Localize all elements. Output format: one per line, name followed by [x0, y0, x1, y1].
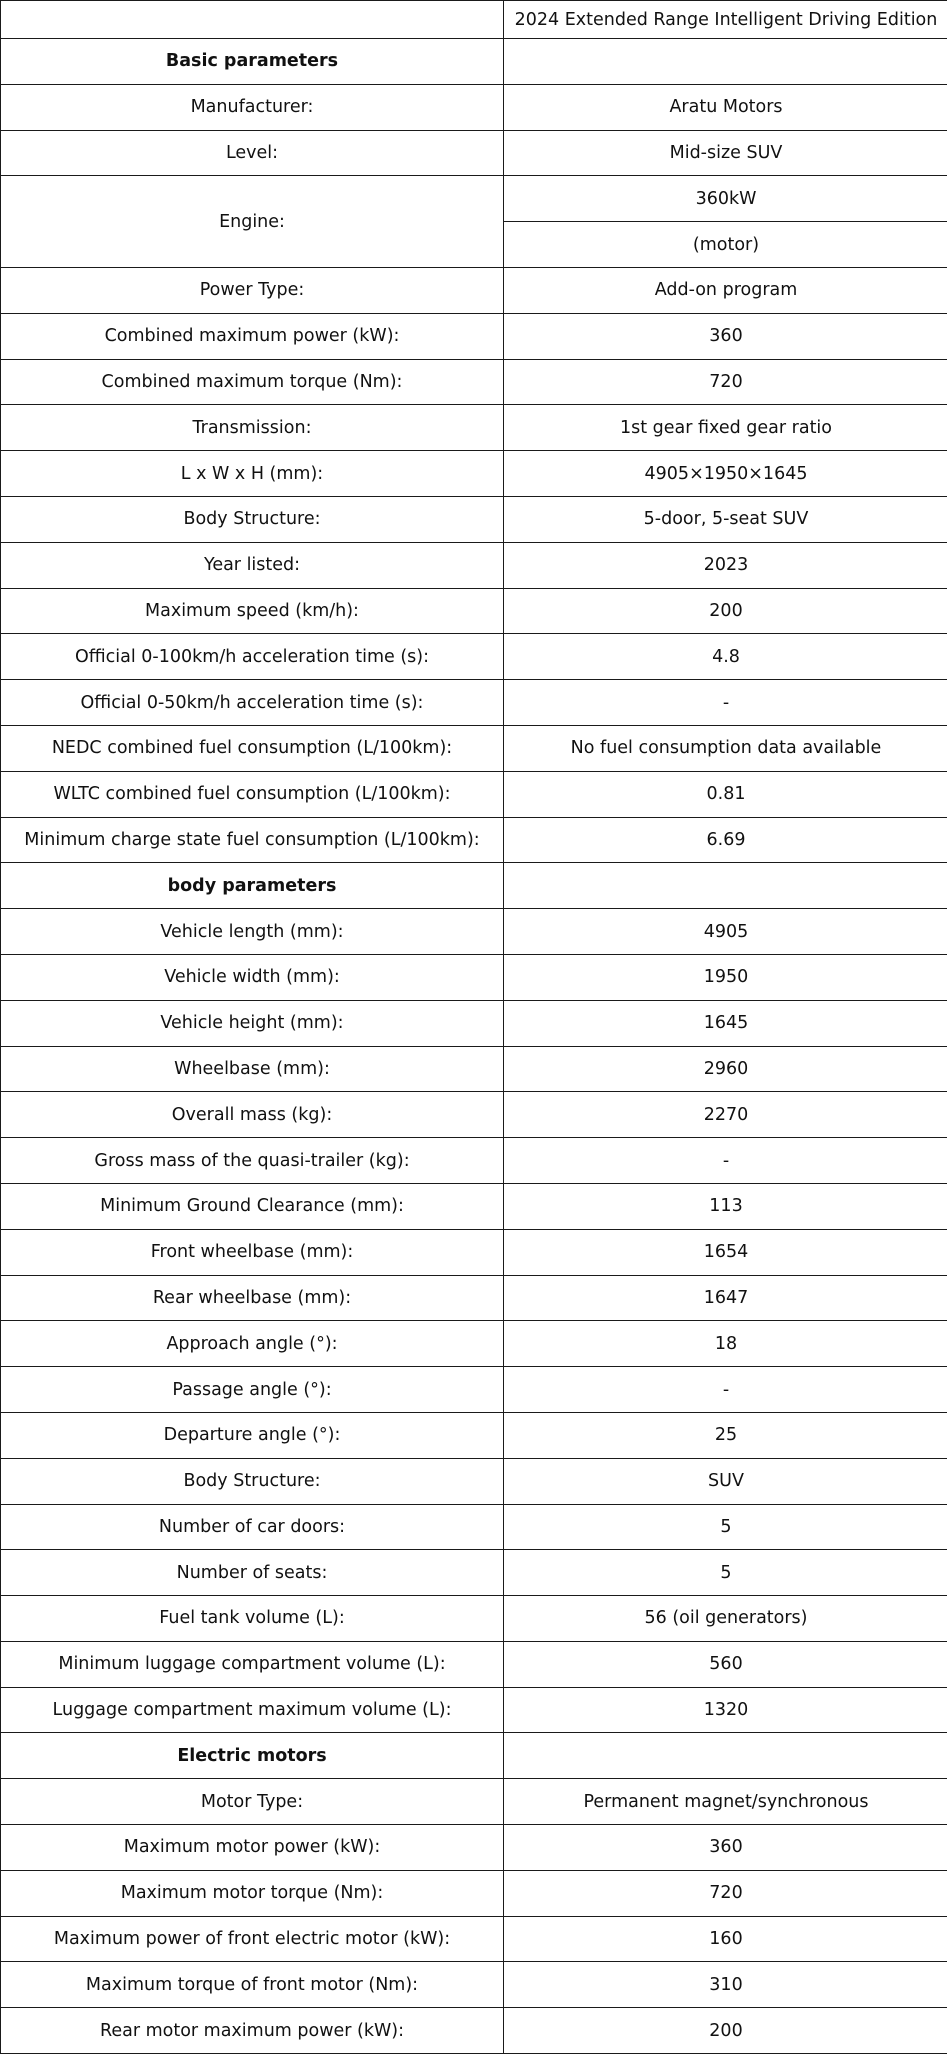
row-label: Departure angle (°): — [1, 1412, 504, 1458]
row-value: - — [504, 680, 947, 726]
table-row — [1, 1458, 947, 1504]
table-row — [1, 1000, 947, 1046]
table-row — [1, 451, 947, 497]
table-row — [1, 84, 947, 130]
row-value: 200 — [504, 2008, 947, 2054]
row-label: Transmission: — [1, 405, 504, 451]
table-row — [1, 817, 947, 863]
row-label: Manufacturer: — [1, 84, 504, 130]
row-label: Number of seats: — [1, 1550, 504, 1596]
row-value: 0.81 — [504, 771, 947, 817]
row-value: 1645 — [504, 1000, 947, 1046]
row-value: 4905×1950×1645 — [504, 451, 947, 497]
table-row — [1, 267, 947, 313]
row-value: Aratu Motors — [504, 84, 947, 130]
row-label: Front wheelbase (mm): — [1, 1229, 504, 1275]
row-value: 6.69 — [504, 817, 947, 863]
row-value: 160 — [504, 1916, 947, 1962]
table-row — [1, 771, 947, 817]
row-value: 360 — [504, 1825, 947, 1871]
section-header-row — [1, 863, 947, 909]
table-row — [1, 405, 947, 451]
table-row — [1, 1321, 947, 1367]
row-value: 56 (oil generators) — [504, 1596, 947, 1642]
row-label: Year listed: — [1, 542, 504, 588]
table-row — [1, 1962, 947, 2008]
table-row — [1, 634, 947, 680]
table-row — [1, 1687, 947, 1733]
row-value: No fuel consumption data available — [504, 725, 947, 771]
header-row — [1, 1, 947, 39]
row-value: SUV — [504, 1458, 947, 1504]
row-value: 200 — [504, 588, 947, 634]
row-label: Rear motor maximum power (kW): — [1, 2008, 504, 2054]
row-value: 18 — [504, 1321, 947, 1367]
row-label: Gross mass of the quasi-trailer (kg): — [1, 1138, 504, 1184]
section-value-empty — [504, 1733, 947, 1779]
table-row — [1, 1046, 947, 1092]
row-label: Fuel tank volume (L): — [1, 1596, 504, 1642]
table-row — [1, 1275, 947, 1321]
row-label: Minimum Ground Clearance (mm): — [1, 1183, 504, 1229]
table-row — [1, 1596, 947, 1642]
section-title: Electric motors — [1, 1733, 504, 1779]
row-value: - — [504, 1138, 947, 1184]
table-row — [1, 725, 947, 771]
row-value: 4.8 — [504, 634, 947, 680]
section-value-empty — [504, 863, 947, 909]
row-value: 360kW — [504, 176, 947, 222]
spec-table-body — [1, 1, 947, 2054]
row-value: - — [504, 1367, 947, 1413]
table-row — [1, 680, 947, 726]
table-row — [1, 542, 947, 588]
table-row — [1, 1229, 947, 1275]
row-label: Approach angle (°): — [1, 1321, 504, 1367]
row-value: Mid-size SUV — [504, 130, 947, 176]
section-title: body parameters — [1, 863, 504, 909]
section-title: Basic parameters — [1, 39, 504, 85]
row-value: 560 — [504, 1641, 947, 1687]
table-row — [1, 130, 947, 176]
row-label: Official 0-100km/h acceleration time (s): — [1, 634, 504, 680]
row-value: 5 — [504, 1504, 947, 1550]
row-value: 1320 — [504, 1687, 947, 1733]
row-label: Luggage compartment maximum volume (L): — [1, 1687, 504, 1733]
row-label: Power Type: — [1, 267, 504, 313]
row-label: Maximum power of front electric motor (kW): — [1, 1916, 504, 1962]
row-label: Minimum charge state fuel consumption (L/100km): — [1, 817, 504, 863]
row-label: Engine: — [1, 176, 504, 268]
table-row — [1, 1779, 947, 1825]
row-label: Official 0-50km/h acceleration time (s): — [1, 680, 504, 726]
row-label: Body Structure: — [1, 1458, 504, 1504]
section-value-empty — [504, 39, 947, 85]
row-value: Permanent magnet/synchronous — [504, 1779, 947, 1825]
row-value: 4905 — [504, 909, 947, 955]
row-label: Vehicle height (mm): — [1, 1000, 504, 1046]
row-value: 2023 — [504, 542, 947, 588]
row-label: Combined maximum torque (Nm): — [1, 359, 504, 405]
section-header-row — [1, 1733, 947, 1779]
table-row — [1, 359, 947, 405]
table-row — [1, 909, 947, 955]
row-value: 2270 — [504, 1092, 947, 1138]
table-row — [1, 2008, 947, 2054]
row-value: 1647 — [504, 1275, 947, 1321]
row-label: Maximum motor torque (Nm): — [1, 1870, 504, 1916]
row-label: Combined maximum power (kW): — [1, 313, 504, 359]
table-row — [1, 1641, 947, 1687]
table-row — [1, 1550, 947, 1596]
row-label: Overall mass (kg): — [1, 1092, 504, 1138]
row-label: Number of car doors: — [1, 1504, 504, 1550]
row-label: Minimum luggage compartment volume (L): — [1, 1641, 504, 1687]
table-row — [1, 313, 947, 359]
row-label: Level: — [1, 130, 504, 176]
row-label: Maximum torque of front motor (Nm): — [1, 1962, 504, 2008]
table-row — [1, 1916, 947, 1962]
row-value: 25 — [504, 1412, 947, 1458]
row-value: 1950 — [504, 954, 947, 1000]
table-row — [1, 1138, 947, 1184]
section-header-row — [1, 39, 947, 85]
row-label: Rear wheelbase (mm): — [1, 1275, 504, 1321]
row-value: 2960 — [504, 1046, 947, 1092]
table-row — [1, 1870, 947, 1916]
row-label: Passage angle (°): — [1, 1367, 504, 1413]
table-row — [1, 1412, 947, 1458]
row-label: WLTC combined fuel consumption (L/100km): — [1, 771, 504, 817]
row-value: 5-door, 5-seat SUV — [504, 496, 947, 542]
row-label: Wheelbase (mm): — [1, 1046, 504, 1092]
row-value: 720 — [504, 359, 947, 405]
row-value: 720 — [504, 1870, 947, 1916]
row-value: (motor) — [504, 222, 947, 268]
table-row — [1, 1092, 947, 1138]
table-row — [1, 1183, 947, 1229]
row-label: L x W x H (mm): — [1, 451, 504, 497]
row-label: Vehicle length (mm): — [1, 909, 504, 955]
table-row — [1, 1825, 947, 1871]
table-row — [1, 176, 947, 222]
table-row — [1, 1367, 947, 1413]
row-value: 1st gear fixed gear ratio — [504, 405, 947, 451]
table-row — [1, 1504, 947, 1550]
table-row — [1, 496, 947, 542]
row-label: Vehicle width (mm): — [1, 954, 504, 1000]
header-left-cell — [1, 1, 504, 39]
row-label: Body Structure: — [1, 496, 504, 542]
row-value: Add-on program — [504, 267, 947, 313]
row-label: Maximum speed (km/h): — [1, 588, 504, 634]
header-trim-name: 2024 Extended Range Intelligent Driving Edition — [504, 1, 947, 39]
row-label: Maximum motor power (kW): — [1, 1825, 504, 1871]
table-row — [1, 588, 947, 634]
table-row — [1, 954, 947, 1000]
row-value: 360 — [504, 313, 947, 359]
row-value: 113 — [504, 1183, 947, 1229]
row-label: NEDC combined fuel consumption (L/100km): — [1, 725, 504, 771]
row-value: 5 — [504, 1550, 947, 1596]
row-value: 310 — [504, 1962, 947, 2008]
row-value: 1654 — [504, 1229, 947, 1275]
row-label: Motor Type: — [1, 1779, 504, 1825]
